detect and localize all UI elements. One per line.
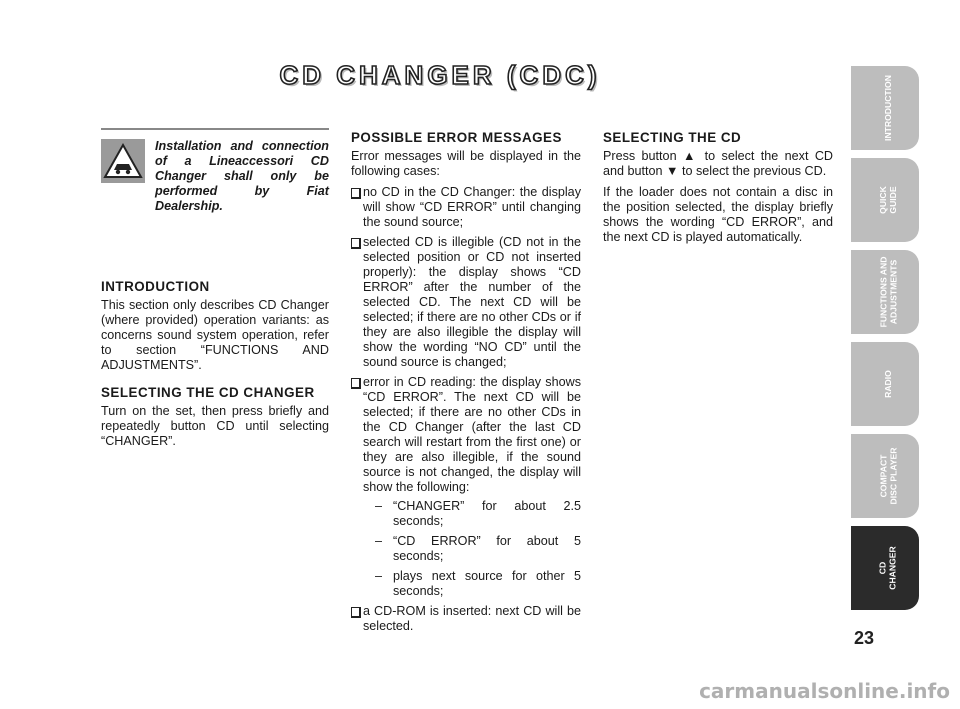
introduction-text: This section only describes CD Changer (where provided) operation variants: as concerns sound system operation, refer to section “FUNCTIONS AND ADJUSTMENTS”. [101,298,329,372]
checkbox-bullet-icon [351,607,361,618]
tab-quick-guide[interactable]: QUICK GUIDE [851,158,919,242]
introduction-heading: INTRODUCTION [101,279,210,294]
selecting-changer-text: Turn on the set, then press briefly and repeatedly button CD until selecting “CHANGER”. [101,404,329,448]
error-item-text: no CD in the CD Changer: the display will show “CD ERROR” until changing the sound source; [363,185,581,229]
selecting-cd-text-2: If the loader does not contain a disc in the position selected, the display briefly shows the wording “CD ERROR”, and the next CD is played automatically. [603,185,833,244]
car-warning-icon [101,139,145,183]
errors-intro: Error messages will be displayed in the following cases: [351,149,581,178]
tab-radio[interactable]: RADIO [851,342,919,426]
error-list [351,185,581,634]
page-title: CD CHANGER (CDC) [279,60,601,90]
up-arrow-icon: ▲ [682,149,699,163]
error-item [351,604,581,634]
checkbox-bullet-icon [351,188,361,199]
error-item-text: error in CD reading: the display shows “CD ERROR”. The next CD will be selected; if there are no other CDs in the CD Changer (after the last CD search will restart from the first one) or they are also illegible, if the sound source is not changed, the display will show the following: [363,375,581,494]
tab-introduction[interactable]: INTRODUCTION [851,66,919,150]
selecting-cd-heading: SELECTING THE CD [603,130,742,145]
warning-text: Installation and connection of a Lineaccessori CD Changer shall only be performed by Fiat Dealership. [155,139,329,213]
error-sub-item: – “CD ERROR” for about 5 seconds; [375,534,581,563]
error-sub-list [363,499,581,599]
checkbox-bullet-icon [351,378,361,389]
down-arrow-icon: ▼ [666,164,679,178]
error-item [351,235,581,370]
tab-compact-disc-player[interactable]: COMPACT DISC PLAYER [851,434,919,518]
tab-functions-adjustments[interactable]: FUNCTIONS AND ADJUSTMENTS [851,250,919,334]
column-middle [351,130,581,639]
checkbox-bullet-icon [351,238,361,249]
column-right [603,130,833,251]
watermark: carmanualsonline.info [699,679,950,703]
error-item [351,185,581,230]
error-sub-item: – plays next source for other 5 seconds; [375,569,581,598]
error-item-text: a CD-ROM is inserted: next CD will be selected. [363,604,581,633]
tab-cd-changer[interactable]: CD CHANGER [851,526,919,610]
warning-box [101,128,329,213]
errors-heading: POSSIBLE ERROR MESSAGES [351,130,562,145]
error-sub-item: – “CHANGER” for about 2.5 seconds; [375,499,581,528]
selecting-cd-text-1: Press button ▲ to select the next CD and button ▼ to select the previous CD. [603,149,834,178]
column-left [101,128,329,455]
page-number: 23 [854,628,875,648]
error-item-text: selected CD is illegible (CD not in the selected position or CD not inserted properly): the display shows “CD ERROR” after the number of the selected CD. The next CD will be selected; if there are no other CDs or if they are also illegible the display will show the wording “NO CD” until the sound source is changed; [363,235,581,369]
error-item [351,375,581,599]
selecting-changer-heading: SELECTING THE CD CHANGER [101,385,315,400]
